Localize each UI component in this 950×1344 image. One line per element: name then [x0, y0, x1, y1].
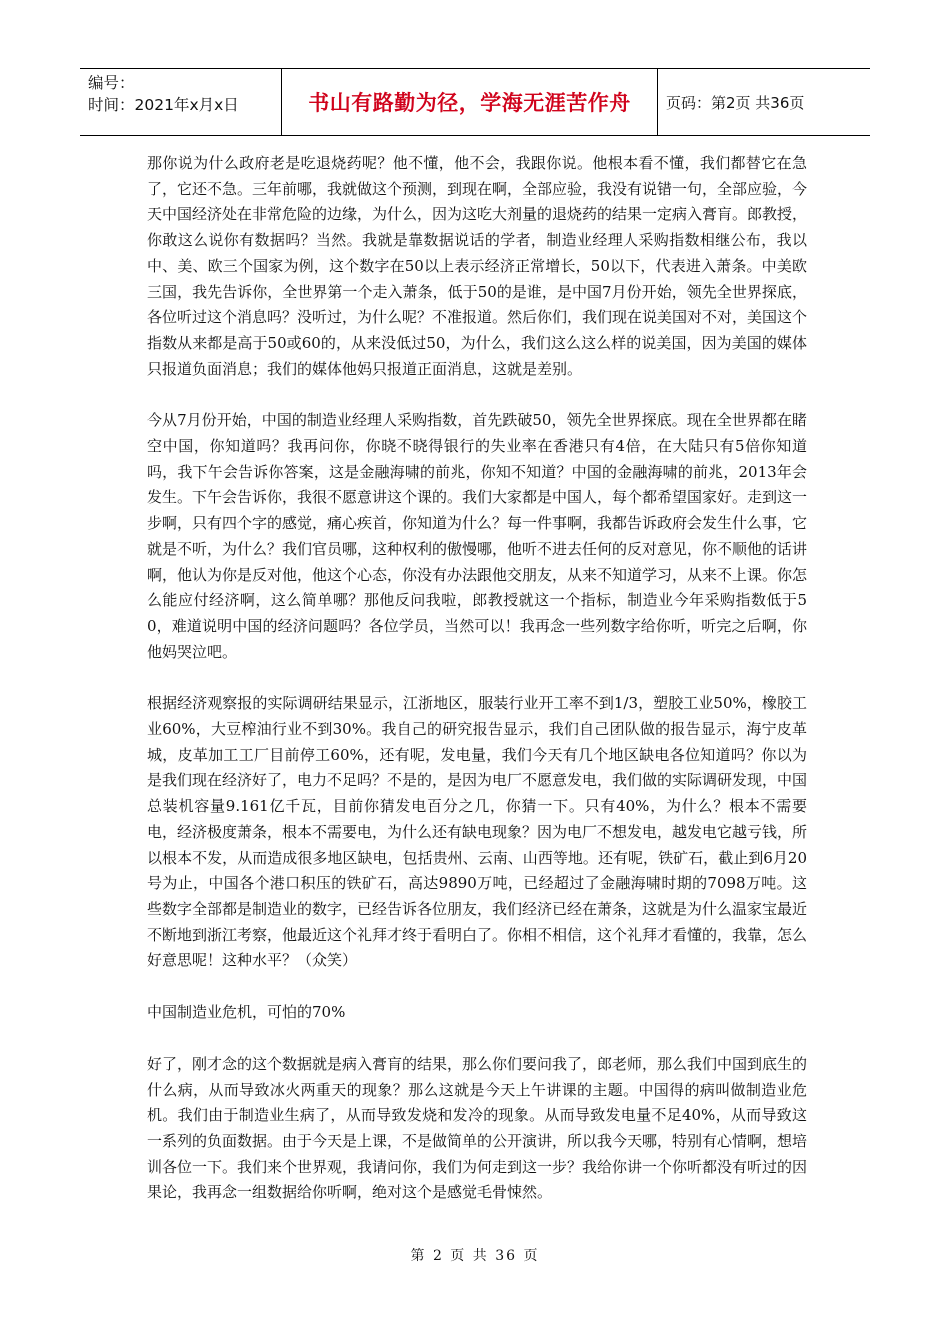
header-motto: 书山有路勤为径，学海无涯苦作舟 — [282, 69, 658, 135]
document-body — [147, 151, 807, 1206]
section-heading: 中国制造业危机，可怕的70% — [147, 1003, 346, 1022]
header-meta — [80, 69, 282, 135]
paragraph-2: 今从7月份开始，中国的制造业经理人采购指数，首先跌破50，领先全世界探底。现在全世界都在睹空中国，你知道吗？我再问你，你晓不晓得银行的失业率在香港只有4倍，在大陆只有5倍你知道吗，我下午会告诉你答案，这是金融海啸的前兆，你知不知道？中国的金融海啸的前兆，2013年会发生。下午会告诉你，我很不愿意讲这个课的。我们大家都是中国人，每个都希望国家好。走到这一步啊，只有四个字的感觉，痛心疾首，你知道为什么？每一件事啊，我都告诉政府会发生什么事，它就是不听，为什么？我们官员哪，这种权利的傲慢哪，他听不进去任何的反对意见，你不顺他的话讲啊，他认为你是反对他，他这个心态，你没有办法跟他交朋友，从来不知道学习，从来不上课。你怎么能应付经济啊，这么简单哪？那他反问我啦，郎教授就这一个指标，制造业今年采购指数低于50，难道说明中国的经济问题吗？各位学员，当然可以！我再念一些列数字给你听，听完之后啊，你他妈哭泣吧。 — [147, 411, 808, 661]
document-date: 时间：2021年x月x日 — [88, 96, 239, 114]
page-header — [80, 68, 870, 136]
document-number-label: 编号： — [88, 74, 135, 92]
paragraph-4: 好了，刚才念的这个数据就是病入膏肓的结果，那么你们要问我了，郎老师，那么我们中国到底生的什么病，从而导致冰火两重天的现象？那么这就是今天上午讲课的主题。中国得的病叫做制造业危机。我们由于制造业生病了，从而导致发烧和发冷的现象。从而导致发电量不足40%，从而导致这一系列的负面数据。由于今天是上课，不是做简单的公开演讲，所以我今天哪，特别有心情啊，想培训各位一下。我们来个世界观，我请问你，我们为何走到这一步？我给你讲一个你听都没有听过的因果论，我再念一组数据给你听啊，绝对这个是感觉毛骨悚然。 — [147, 1054, 808, 1202]
paragraph-3: 根据经济观察报的实际调研结果显示，江浙地区，服装行业开工率不到1/3，塑胶工业50%，橡胶工业60%，大豆榨油行业不到30%。我自己的研究报告显示，我们自己团队做的报告显示，海宁皮革城，皮革加工工厂目前停工60%，还有呢，发电量，我们今天有几个地区缺电各位知道吗？你以为是我们现在经济好了，电力不足吗？不是的，是因为电厂不愿意发电，我们做的实际调研发现，中国总装机容量9.161亿千瓦，目前你猜发电百分之几，你猜一下。只有40%，为什么？根本不需要电，经济极度萧条，根本不需要电，为什么还有缺电现象？因为电厂不想发电，越发电它越亏钱，所以根本不发，从而造成很多地区缺电，包括贵州、云南、山西等地。还有呢，铁矿石，截止到6月20号为止，中国各个港口积压的铁矿石，高达9890万吨，已经超过了金融海啸时期的7098万吨。这些数字全部都是制造业的数字，已经告诉各位朋友，我们经济已经在萧条，这就是为什么温家宝最近不断地到浙江考察，他最近这个礼拜才终于看明白了。你相不相信，这个礼拜才看懂的，我靠，怎么好意思呢！这种水平？（众笑） — [147, 694, 808, 970]
page-footer: 第 2 页 共 36 页 — [410, 1248, 540, 1264]
paragraph-1: 那你说为什么政府老是吃退烧药呢？他不懂，他不会，我跟你说。他根本看不懂，我们都替它在急了，它还不急。三年前哪，我就做这个预测，到现在啊，全部应验，我没有说错一句，全部应验，今天中国经济处在非常危险的边缘，为什么，因为这吃大剂量的退烧药的结果一定病入膏肓。郎教授，你敢这么说你有数据吗？当然。我就是靠数据说话的学者，制造业经理人采购指数相继公布，我以中、美、欧三个国家为例，这个数字在50以上表示经济正常增长，50以下，代表进入萧条。中美欧三国，我先告诉你，全世界第一个走入萧条，低于50的是谁，是中国7月份开始，领先全世界探底，各位听过这个消息吗？没听过，为什么呢？不准报道。然后你们，我们现在说美国对不对，美国这个指数从来都是高于50或60的，从来没低过50，为什么，我们这么这么样的说美国，因为美国的媒体只报道负面消息；我们的媒体他妈只报道正面消息，这就是差别。 — [147, 154, 808, 378]
header-page-info: 页码：第2页 共36页 — [666, 93, 805, 112]
